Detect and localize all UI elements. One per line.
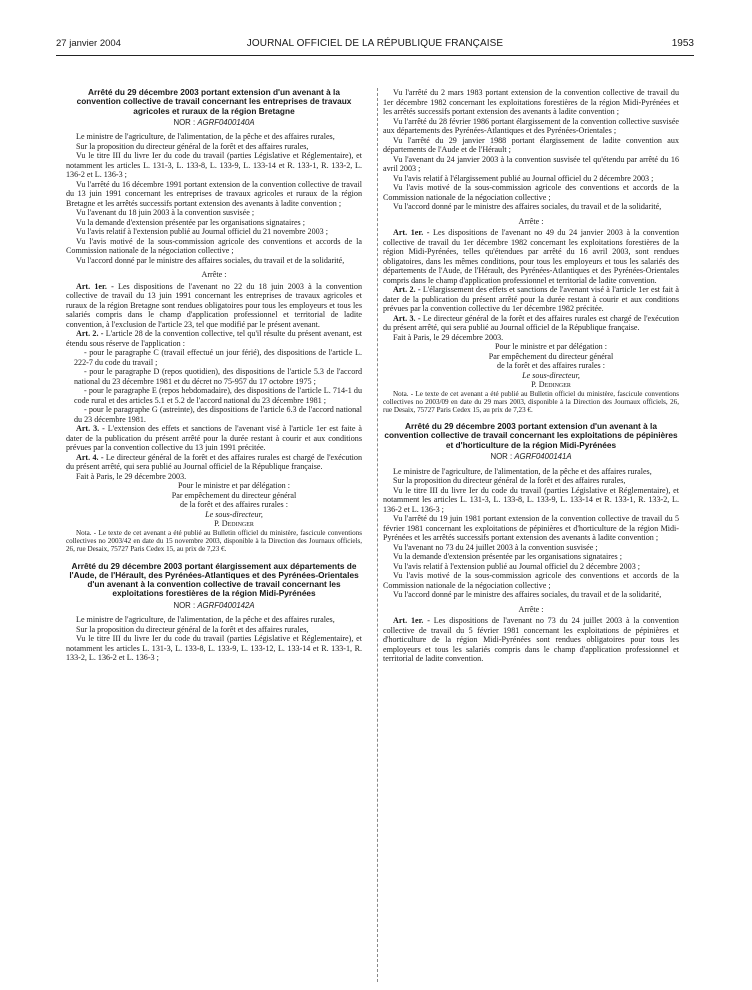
article-1-signature: Pour le ministre et par délégation : Par empêchement du directeur général de la forêt et des affaires rurales : Le sous-directeur, P. Dedinger bbox=[171, 481, 297, 529]
page-header bbox=[56, 38, 694, 52]
article-1-paragraph: Le ministre de l'agriculture, de l'alimentation, de la pêche et des affaires rurales, bbox=[76, 132, 335, 142]
article-2-title: Arrêté du 29 décembre 2003 portant élargissement aux départements de l'Aude, de l'Hérault, des Pyrénées-Atlantiques et des Pyrénées-Orientales d'un avenant à la convention collective de travail concernant les exploitations forestières de la région Midi-Pyrénées bbox=[69, 560, 359, 599]
article-2-signature: Pour le ministre et par délégation : Par empêchement du directeur général de la forêt et des affaires rurales : Le sous-directeur, P. Dedinger bbox=[488, 342, 614, 389]
article-1-note: Nota. - Le texte de cet avenant a été publié au Bulletin officiel du ministère, fascicule conventions collectives no 2003/42 en date du 15 novembre 2003, disponible à la Direction des Journaux officiels, 26, rue Desaix, 75727 Paris Cedex 15, au prix de 7,23 €. bbox=[66, 528, 362, 554]
column-divider bbox=[377, 88, 378, 982]
article-2-paragraph: Vu l'avis relatif à l'élargissement publié au Journal officiel du 2 décembre 2003 ; bbox=[393, 173, 654, 183]
header-page-number: 1953 bbox=[671, 38, 694, 49]
article-3-title: Arrêté du 29 décembre 2003 portant extension d'un avenant à la convention collective de travail concernant les exploitations de pépinières et d'horticulture de la région Midi-Pyrénées bbox=[384, 421, 678, 450]
article-1-dash-item: - pour le paragraphe G (astreinte), des dispositions de l'article 6.3 de l'accord national du 23 décembre 1981. bbox=[74, 405, 362, 424]
article-2-paragraph: Vu l'avis motivé de la sous-commission agricole des conventions et accords de la Commission nationale de la négociation collective ; bbox=[383, 183, 679, 202]
article-1-fait: Fait à Paris, le 29 décembre 2003. bbox=[76, 471, 187, 481]
article-2-paragraph: Vu l'arrêté du 29 janvier 1988 portant élargissement de ladite convention aux départements de l'Aude et de l'Hérault ; bbox=[383, 135, 679, 154]
article-2-fait: Fait à Paris, le 29 décembre 2003. bbox=[393, 332, 504, 342]
article-1-title: Arrêté du 29 décembre 2003 portant extension d'un avenant à la convention collective de travail concernant les entreprises de travaux agricoles et ruraux de la région Bretagne bbox=[76, 87, 352, 116]
right-column bbox=[383, 88, 679, 664]
article-3-paragraph: Vu le titre III du livre Ier du code du travail (parties Législative et Réglementaire), et notamment les articles L. 131-3, L. 133-8, L. 133-9, L. 133-14 et R. 133-1, R. 133-2, L. 136-2 et L. 136-3 ; bbox=[383, 485, 679, 514]
article-1-paragraph: Vu l'avis relatif à l'extension publié au Journal officiel du 21 novembre 2003 ; bbox=[76, 227, 329, 237]
article-2-art2: Art. 2. - L'élargissement des effets et sanctions de l'avenant visé à l'article 1er est fait à dater de la publication du présent arrêté pour la durée restant à courir et aux conditions prévues par la convention collective du 1er décembre 1982 précitée. bbox=[383, 285, 679, 313]
article-1-paragraph: Vu l'avenant du 18 juin 2003 à la convention susvisée ; bbox=[76, 208, 255, 218]
article-2-paragraph: Vu le titre III du livre Ier du code du travail (parties Législative et Réglementaire), et notamment les articles L. 131-3, L. 133-8, L. 133-9, L. 133-12, L. 133-14 et R. 133-1, R. 133-2, L. 136-2 et L. 136-3 ; bbox=[66, 634, 362, 663]
article-2-note: Nota. - Le texte de cet avenant a été publié au Bulletin officiel du ministère, fascicule conventions collectives no 2003/09 en date du 29 mars 2003, disponible à la Direction des Journaux officiels, 26, rue Desaix, 75727 Paris Cedex 15, au prix de 7,23 €. bbox=[383, 389, 679, 414]
article-1-paragraph: Vu le titre III du livre Ier du code du travail (parties Législative et Réglementaire), et notamment les articles L. 131-3, L. 133-8, L. 133-9, L. 133-14 et R. 133-1, R. 133-2, L. 136-2 et L. 136-3 ; bbox=[66, 151, 362, 180]
article-3-paragraph: Vu l'arrêté du 19 juin 1981 portant extension de la convention collective de travail du 5 février 1981 concernant les exploitations de pépinières et d'horticulture de la région Midi-Pyrénées et les arrêtés successifs portant extension des avenants à ladite convention ; bbox=[383, 514, 679, 542]
article-1-paragraph: Vu l'accord donné par le ministre des affaires sociales, du travail et de la solidarité, bbox=[76, 255, 345, 265]
article-3-paragraph: Vu l'accord donné par le ministre des affaires sociales, du travail et de la solidarité, bbox=[393, 590, 662, 599]
article-1-nor: NOR : AGRF0400140A bbox=[173, 117, 255, 127]
article-1-arrete: Arrête : bbox=[201, 270, 227, 280]
article-3-paragraph: Vu l'avis relatif à l'extension publié au Journal officiel du 2 décembre 2003 ; bbox=[393, 561, 641, 571]
article-1-dash-item: - pour le paragraphe C (travail effectué un jour férié), des dispositions de l'article L. 222-7 du code du travail ; bbox=[74, 348, 362, 367]
article-2-arrete: Arrête : bbox=[518, 216, 544, 226]
header-journal-title: JOURNAL OFFICIEL DE LA RÉPUBLIQUE FRANÇAISE bbox=[246, 38, 504, 49]
article-2-art1: Art. 1er. - Les dispositions de l'avenant no 49 du 24 janvier 2003 à la convention collective de travail du 1er décembre 1982 concernant les exploitations forestières de la région Midi-Pyrénées, telles qu'étendues par arrêté du 16 avril 2003, sont rendues obligatoires, dans les mêmes conditions, pour tous les employeurs et tous les salariés des départements de l'Aude, de l'Hérault, des Pyrénées-Atlantiques et des Pyrénées-Orientales compris dans le champ d'application professionnel et territorial de ladite convention. bbox=[383, 228, 679, 285]
article-1-paragraph: Sur la proposition du directeur général de la forêt et des affaires rurales, bbox=[76, 141, 309, 151]
article-3-arrete: Arrête : bbox=[518, 604, 544, 614]
article-3-paragraph: Sur la proposition du directeur général de la forêt et des affaires rurales, bbox=[393, 476, 626, 485]
article-1-dash-item: - pour le paragraphe D (repos quotidien), des dispositions de l'article 5.3 de l'accord national du 23 décembre 1981 et du décret no 75-957 du 17 octobre 1975 ; bbox=[74, 367, 362, 386]
article-3-paragraph: Le ministre de l'agriculture, de l'alimentation, de la pêche et des affaires rurales, bbox=[393, 466, 652, 476]
article-3-nor: NOR : AGRF0400141A bbox=[490, 452, 572, 461]
article-1-art3: Art. 3. - L'extension des effets et sanctions de l'avenant visé à l'article 1er est faite à dater de la publication du présent arrêté pour la durée restant à courir et aux conditions prévues par la convention collective du 13 juin 1991 précitée. bbox=[66, 424, 362, 453]
article-1-paragraph: Vu la demande d'extension présentée par les organisations signataires ; bbox=[76, 217, 305, 227]
article-2-nor: NOR : AGRF0400142A bbox=[173, 600, 255, 610]
article-1-paragraph: Vu l'avis motivé de la sous-commission agricole des conventions et accords de la Commission nationale de la négociation collective ; bbox=[66, 236, 362, 256]
article-1-art1: Art. 1er. - Les dispositions de l'avenant no 22 du 18 juin 2003 à la convention collective de travail du 13 juin 1991 concernant les entreprises de travaux agricoles et ruraux de la région Bretagne sont rendues obligatoires pour tous les employeurs et tous les salariés compris dans le champ d'application professionnel et territorial de ladite convention, à l'exclusion de l'article 23, tel que modifié par le présent avenant. bbox=[66, 281, 362, 329]
article-2-paragraph: Vu l'accord donné par le ministre des affaires sociales, du travail et de la solidarité, bbox=[393, 202, 662, 211]
article-1-paragraph: Vu l'arrêté du 16 décembre 1991 portant extension de la convention collective de travail du 13 juin 1991 concernant les entreprises de travaux agricoles et ruraux de la région Bretagne et les arrêtés successifs portant extension des avenants à ladite convention ; bbox=[66, 179, 362, 208]
left-column bbox=[66, 88, 362, 663]
header-date: 27 janvier 2004 bbox=[56, 38, 121, 49]
article-3-paragraph: Vu l'avis motivé de la sous-commission agricole des conventions et accords de la Commission nationale de la négociation collective ; bbox=[383, 571, 679, 590]
article-3-art1: Art. 1er. - Les dispositions de l'avenant no 73 du 24 juillet 2003 à la convention collective de travail du 5 février 1981 concernant les exploitations de pépinières et d'horticulture de la région Midi-Pyrénées sont rendues obligatoires pour tous les employeurs et tous les salariés compris dans le champ d'application professionnel et territorial de ladite convention. bbox=[383, 616, 679, 663]
article-2-paragraph: Vu l'arrêté du 28 février 1986 portant élargissement de la convention collective susvisée aux départements des Pyrénées-Atlantiques et des Pyrénées-Orientales ; bbox=[383, 116, 679, 135]
article-2-paragraph: Vu l'avenant du 24 janvier 2003 à la convention susvisée tel qu'étendu par arrêté du 16 avril 2003 ; bbox=[383, 154, 679, 173]
article-3-paragraph: Vu la demande d'extension présentée par les organisations signataires ; bbox=[393, 552, 622, 561]
article-1-dash-item: - pour le paragraphe E (repos hebdomadaire), des dispositions de l'article L. 714-1 du code rural et des articles 5.1 et 5.2 de l'accord national du 23 décembre 1981 ; bbox=[74, 386, 362, 405]
article-2-paragraph: Sur la proposition du directeur général de la forêt et des affaires rurales, bbox=[76, 624, 309, 634]
article-2-paragraph: Le ministre de l'agriculture, de l'alimentation, de la pêche et des affaires rurales, bbox=[76, 615, 335, 625]
article-2-paragraph: Vu l'arrêté du 2 mars 1983 portant extension de la convention collective de travail du 1er décembre 1982 concernant les exploitations forestières de la région Midi-Pyrénées et les arrêtés successifs portant extension des avenants à ladite convention ; bbox=[383, 88, 679, 116]
article-2-art3: Art. 3. - Le directeur général de la forêt et des affaires rurales est chargé de l'exécution du présent arrêté, qui sera publié au Journal officiel de la République française. bbox=[383, 313, 679, 332]
article-1-art2: Art. 2. - L'article 28 de la convention collective, tel qu'il résulte du présent avenant, est étendu sous réserve de l'application : bbox=[66, 329, 362, 348]
article-1-art4: Art. 4. - Le directeur général de la forêt et des affaires rurales est chargé de l'exécution du présent arrêté, qui sera publié au Journal officiel de la République française. bbox=[66, 452, 362, 472]
header-rule bbox=[56, 55, 694, 56]
article-3-paragraph: Vu l'avenant no 73 du 24 juillet 2003 à la convention susvisée ; bbox=[393, 542, 598, 552]
